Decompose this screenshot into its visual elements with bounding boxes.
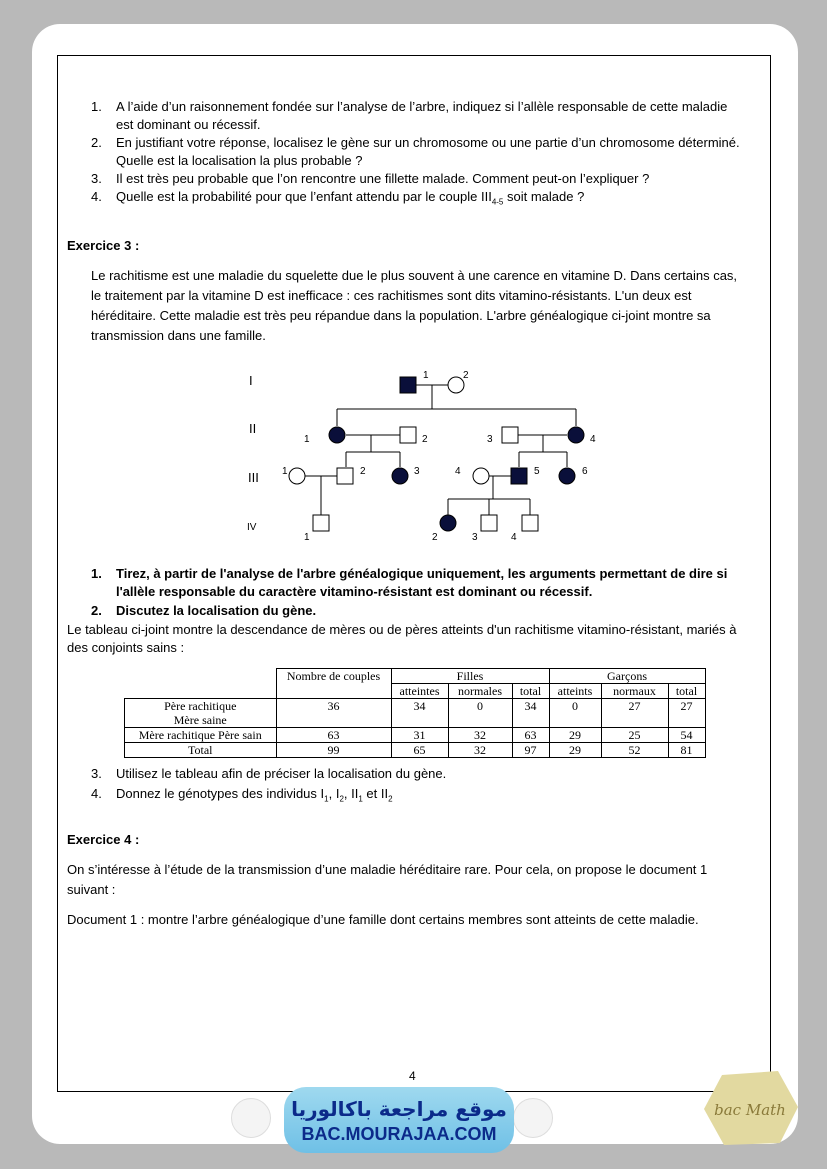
intro-line: héréditaire. Cette maladie est très peu répandue dans la population. L'arbre généalogique ci-joint montre sa	[91, 308, 711, 323]
table-cell: 34	[391, 699, 448, 728]
table-cell: 29	[549, 743, 601, 758]
question-text: l'allèle responsable du caractère vitamino-résistant est dominant ou récessif.	[116, 584, 593, 599]
table-cell: 63	[512, 728, 549, 743]
id-label: 2	[432, 532, 438, 543]
table-cell: 97	[512, 743, 549, 758]
table-subheader: total	[512, 684, 549, 699]
table-header: Garçons	[549, 669, 705, 684]
id-label: 1	[304, 434, 310, 445]
table-subheader: atteints	[549, 684, 601, 699]
id-label: 2	[360, 466, 366, 477]
question-text: Tirez, à partir de l'analyse de l'arbre généalogique uniquement, les arguments permettant de dire si	[116, 566, 728, 581]
table-cell: 63	[276, 728, 391, 743]
individual-IV2	[440, 515, 456, 531]
q-number: 2.	[91, 135, 102, 150]
pedigree-tree	[0, 0, 827, 560]
table-cell: 31	[391, 728, 448, 743]
table-cell: 0	[448, 699, 512, 728]
row-label: Mère saine	[173, 713, 227, 727]
q-number: 3.	[91, 766, 102, 781]
id-label: 3	[414, 466, 420, 477]
question-text: est dominant ou récessif.	[116, 117, 261, 132]
table-intro: des conjoints sains :	[67, 640, 185, 655]
table-subheader: total	[668, 684, 705, 699]
individual-III5	[511, 468, 527, 484]
question-text: Quelle est la probabilité pour que l’enfant attendu par le couple $III_{4-5}$ soit malade ?	[116, 189, 585, 207]
question-text: Il est très peu probable que l’on rencontre une fillette malade. Comment peut-on l’expliquer ?	[116, 171, 650, 186]
exercise-4-title: Exercice 4 :	[67, 832, 140, 847]
q-number: 3.	[91, 171, 102, 186]
table-cell: 27	[601, 699, 668, 728]
row-label: Père rachitique	[164, 699, 237, 713]
id-label: 3	[487, 434, 493, 445]
table-cell: 29	[549, 728, 601, 743]
question-text: A l’aide d’un raisonnement fondée sur l’analyse de l’arbre, indiquez si l’allèle responsable de cette maladie	[116, 99, 728, 114]
id-label: 1	[282, 466, 288, 477]
table-cell: 81	[668, 743, 705, 758]
table-cell: 32	[448, 743, 512, 758]
individual-IV4	[522, 515, 538, 531]
bacmath-label: bac Math	[714, 1101, 786, 1119]
id-label: 4	[455, 466, 461, 477]
question-text: En justifiant votre réponse, localisez le gène sur un chromosome ou une partie d’un chromosome déterminé.	[116, 135, 740, 150]
footer-url[interactable]: BAC.MOURAJAA.COM	[301, 1124, 497, 1144]
exercise-3-title: Exercice 3 :	[67, 238, 140, 253]
question-text: Utilisez le tableau afin de préciser la localisation du gène.	[116, 766, 447, 781]
table-row	[125, 743, 706, 758]
intro-line: On s’intéresse à l’étude de la transmission d’une maladie héréditaire rare. Pour cela, on propose le document 1	[67, 862, 708, 877]
site-logo-right	[513, 1098, 553, 1138]
id-label: 5	[534, 466, 540, 477]
question-text: Quelle est la localisation la plus probable ?	[116, 153, 363, 168]
generation-label: II	[249, 421, 257, 436]
table-cell: 99	[276, 743, 391, 758]
table-subheader: normales	[448, 684, 512, 699]
document-line: Document 1 : montre l’arbre généalogique d’une famille dont certains membres sont atteints de cette maladie.	[67, 912, 699, 927]
generation-label: IV	[247, 522, 257, 533]
table-cell: 25	[601, 728, 668, 743]
intro-line: transmission dans une famille.	[91, 328, 266, 343]
individual-I1	[400, 377, 416, 393]
id-label: 3	[472, 532, 478, 543]
individual-III4	[473, 468, 489, 484]
table-cell: 0	[549, 699, 601, 728]
generation-label: I	[249, 373, 253, 388]
q-number: 1.	[91, 99, 102, 114]
generation-label: III	[248, 470, 259, 485]
table-subheader: atteintes	[391, 684, 448, 699]
question-text: Discutez la localisation du gène.	[116, 603, 317, 618]
individual-II3	[502, 427, 518, 443]
intro-line: le traitement par la vitamine D est inefficace : ces rachitismes sont dits vitamino-résistants. L'un deux est	[91, 288, 692, 303]
individual-I2	[448, 377, 464, 393]
table-row	[125, 728, 706, 743]
table-cell: 36	[276, 699, 391, 728]
intro-line: suivant :	[67, 882, 116, 897]
id-label: 4	[590, 434, 596, 445]
page-number: 4	[409, 1069, 416, 1083]
descendance-table	[124, 668, 706, 758]
row-label: Total	[125, 743, 277, 758]
q-number: 4.	[91, 786, 102, 801]
table-cell: 52	[601, 743, 668, 758]
id-label: 2	[463, 370, 469, 381]
id-label: 1	[304, 532, 310, 543]
individual-II4	[568, 427, 584, 443]
individual-IV3	[481, 515, 497, 531]
q-number: 4.	[91, 189, 102, 204]
individual-III2	[337, 468, 353, 484]
id-label: 6	[582, 466, 588, 477]
id-label: 1	[423, 370, 429, 381]
table-cell: 32	[448, 728, 512, 743]
question-text: Donnez le génotypes des individus $I_1$, $I_2$, $II_1$ et $II_2$	[116, 786, 393, 804]
individual-II1	[329, 427, 345, 443]
table-cell: 27	[668, 699, 705, 728]
table-cell: 54	[668, 728, 705, 743]
q-number: 2.	[91, 603, 102, 618]
individual-III1	[289, 468, 305, 484]
q-number: 1.	[91, 566, 102, 581]
intro-line: Le rachitisme est une maladie du squelette due le plus souvent à une carence en vitamine D. Dans certains cas,	[91, 268, 738, 283]
table-cell: 34	[512, 699, 549, 728]
individual-III3	[392, 468, 408, 484]
id-label: 2	[422, 434, 428, 445]
individual-IV1	[313, 515, 329, 531]
table-cell: 65	[391, 743, 448, 758]
footer-arabic[interactable]: موقع مراجعة باكالوريا	[291, 1097, 507, 1121]
bacmath-logo	[700, 1067, 800, 1147]
table-row	[125, 699, 706, 728]
site-logo-left	[231, 1098, 271, 1138]
table-intro: Le tableau ci-joint montre la descendance de mères ou de pères atteints d'un rachitisme vitamino-résistant, mariés à	[67, 622, 737, 637]
id-label: 4	[511, 532, 517, 543]
row-label: Mère rachitique Père sain	[125, 728, 277, 743]
individual-II2	[400, 427, 416, 443]
individual-III6	[559, 468, 575, 484]
table-header: Filles	[391, 669, 549, 684]
table-header: Nombre de couples	[276, 669, 391, 699]
table-subheader: normaux	[601, 684, 668, 699]
